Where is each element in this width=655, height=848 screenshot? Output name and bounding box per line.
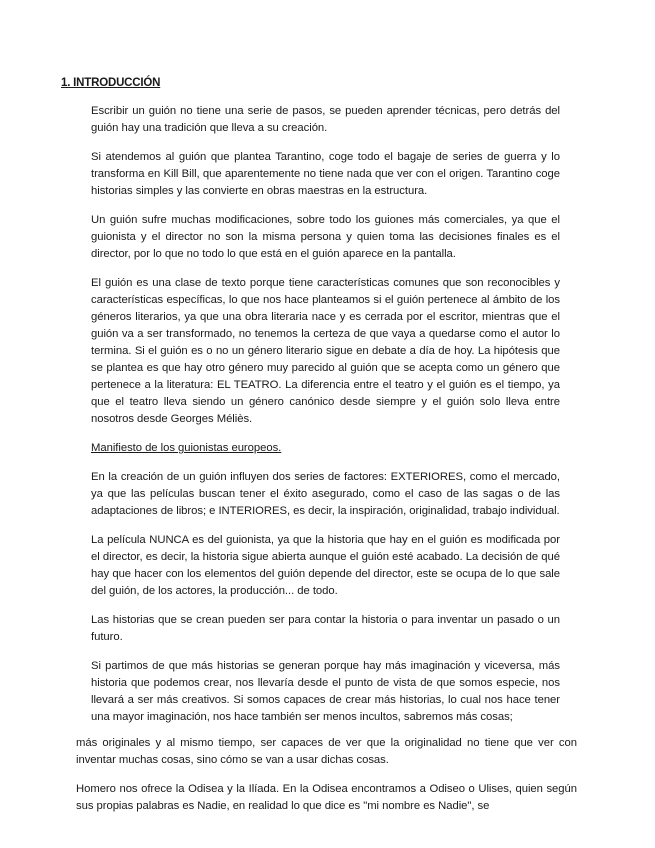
paragraph-5: En la creación de un guión influyen dos series de factores: EXTERIORES, como el mercado, ya que las películas buscan tener el éxito asegurado, como el caso de las sagas o de las adaptaciones de libros; e INTERIORES, es decir, la inspiración, originalidad, trabajo individual. bbox=[91, 471, 560, 517]
paragraph-7: Las historias que se crean pueden ser para contar la historia o para inventar un pasado o un futuro. bbox=[91, 614, 560, 643]
paragraph-10: Homero nos ofrece la Odisea y la Ilíada. En la Odisea encontramos a Odiseo o Ulises, quien según sus propias palabras es Nadie, en realidad lo que dice es "mi nombre es Nadie", se bbox=[76, 783, 577, 812]
document-body bbox=[0, 103, 655, 815]
section-heading: 1. INTRODUCCIÓN bbox=[61, 77, 161, 89]
manifesto-subtitle: Manifiesto de los guionistas europeos. bbox=[91, 442, 282, 454]
paragraph-9: más originales y al mismo tiempo, ser capaces de ver que la originalidad no tiene que ver con inventar muchas cosas, sino cómo se van a usar dichas cosas. bbox=[76, 737, 577, 766]
paragraph-1: Escribir un guión no tiene una serie de pasos, se pueden aprender técnicas, pero detrás del guión hay una tradición que lleva a su creación. bbox=[91, 105, 560, 134]
paragraph-2: Si atendemos al guión que plantea Tarantino, coge todo el bagaje de series de guerra y lo transforma en Kill Bill, que aparentemente no tiene nada que ver con el origen. Tarantino coge historias simples y las convierte en obras maestras en la estructura. bbox=[91, 151, 560, 197]
paragraph-8: Si partimos de que más historias se generan porque hay más imaginación y viceversa, más historia que podemos crear, nos llevaría desde el punto de vista de que somos especie, nos llevará a ser más creativos. Si somos capaces de crear más historias, lo cual nos hace tener una mayor imaginación, nos hace también ser menos incultos, sabremos más cosas; bbox=[91, 660, 560, 723]
paragraph-4: El guión es una clase de texto porque tiene características comunes que son reconocibles y características específicas, lo que nos hace planteamos si el guión pertenece al ámbito de los géneros literarios, ya que una obra literaria nace y es cerrada por el escritor, mientras que el guión va a ser transformado, no tenemos la certeza de que vaya a quedarse como el autor lo termina. Si el guión es o no un género literario sigue en debate a día de hoy. La hipótesis que se plantea es que hay otro género muy parecido al guión que se acepta como un género que pertenece a la literatura: EL TEATRO. La diferencia entre el teatro y el guión es el tiempo, ya que el teatro lleva siendo un género canónico desde siempre y el guión solo lleva entre nosotros desde Georges Méliès. bbox=[91, 277, 560, 425]
paragraph-6: La película NUNCA es del guionista, ya que la historia que hay en el guión es modificada por el director, es decir, la historia sigue abierta aunque el guión esté acabado. La decisión de qué hay que hacer con los elementos del guión depende del director, este se ocupa de lo que sale del guión, de los actores, la producción... de todo. bbox=[91, 534, 560, 597]
paragraph-3: Un guión sufre muchas modificaciones, sobre todo los guiones más comerciales, ya que el guionista y el director no son la misma persona y quien toma las decisiones finales es el director, por lo que no todo lo que está en el guión aparece en la pantalla. bbox=[91, 214, 560, 260]
